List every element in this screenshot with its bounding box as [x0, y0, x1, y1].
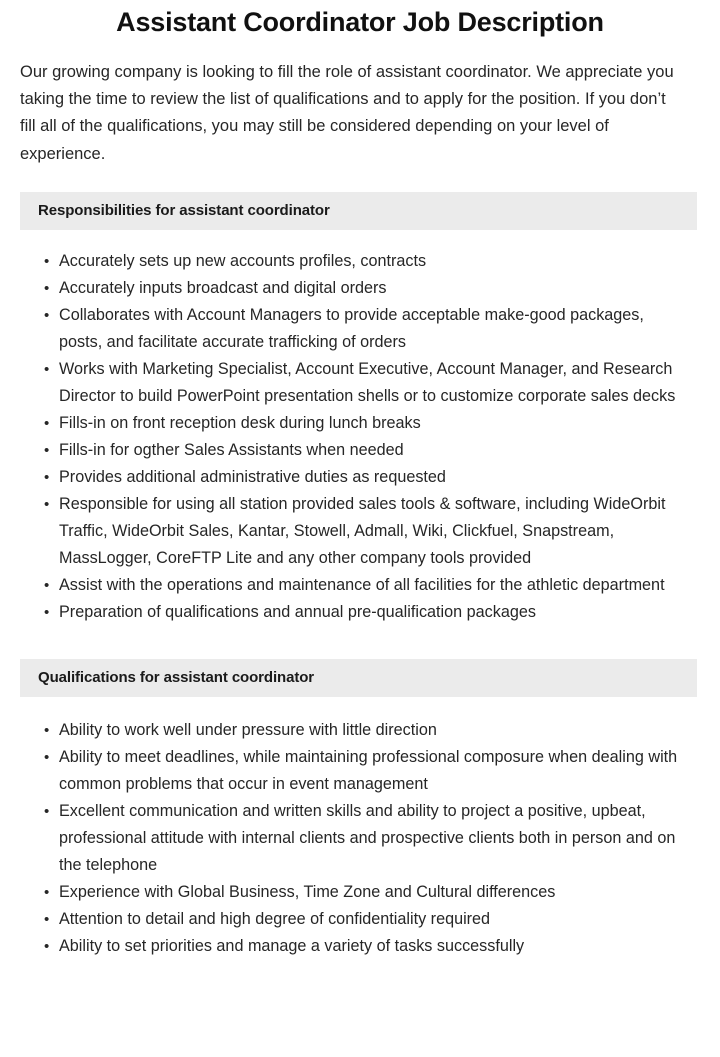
list-item: • Excellent communication and written skills and ability to project a positive, upbeat, professional attitude with internal clients and prospective clients both in person and on the telephone	[46, 798, 684, 879]
responsibilities-list	[0, 230, 720, 626]
list-item: • Fills-in on front reception desk during lunch breaks	[46, 410, 684, 437]
intro-paragraph: Our growing company is looking to fill the role of assistant coordinator. We appreciate you taking the time to review the list of qualifications and to apply for the position. If you don’t fill all of the qualifications, you may still be considered depending on your level of experience.	[20, 63, 674, 163]
section-header-responsibilities	[20, 192, 697, 230]
list-item: • Experience with Global Business, Time Zone and Cultural differences	[46, 879, 684, 906]
list-item: • Collaborates with Account Managers to provide acceptable make-good packages, posts, and facilitate accurate trafficking of orders	[46, 302, 684, 356]
qualifications-list	[0, 697, 720, 960]
list-item: • Accurately inputs broadcast and digital orders	[46, 275, 684, 302]
list-item: • Fills-in for ogther Sales Assistants when needed	[46, 437, 684, 464]
list-item: • Ability to meet deadlines, while maintaining professional composure when dealing with common problems that occur in event management	[46, 744, 684, 798]
list-item: • Assist with the operations and maintenance of all facilities for the athletic department	[46, 572, 684, 599]
list-item: • Ability to work well under pressure with little direction	[46, 717, 684, 744]
list-item: • Provides additional administrative duties as requested	[46, 464, 684, 491]
list-item: • Responsible for using all station provided sales tools & software, including WideOrbit Traffic, WideOrbit Sales, Kantar, Stowell, Admall, Wiki, Clickfuel, Snapstream, MassLogger, CoreFTP Lite and any other company tools provided	[46, 491, 684, 572]
list-item: • Attention to detail and high degree of confidentiality required	[46, 906, 684, 933]
section-header-qualifications	[20, 659, 697, 697]
page-title: Assistant Coordinator Job Description	[116, 7, 604, 37]
list-item: • Accurately sets up new accounts profiles, contracts	[46, 248, 684, 275]
section-header-qualifications-label: Qualifications for assistant coordinator	[38, 668, 315, 686]
list-item: • Ability to set priorities and manage a variety of tasks successfully	[46, 933, 684, 960]
section-header-responsibilities-label: Responsibilities for assistant coordinator	[38, 201, 330, 219]
list-item: • Works with Marketing Specialist, Account Executive, Account Manager, and Research Director to build PowerPoint presentation shells or to customize corporate sales decks	[46, 356, 684, 410]
list-item: • Preparation of qualifications and annual pre-qualification packages	[46, 599, 684, 626]
